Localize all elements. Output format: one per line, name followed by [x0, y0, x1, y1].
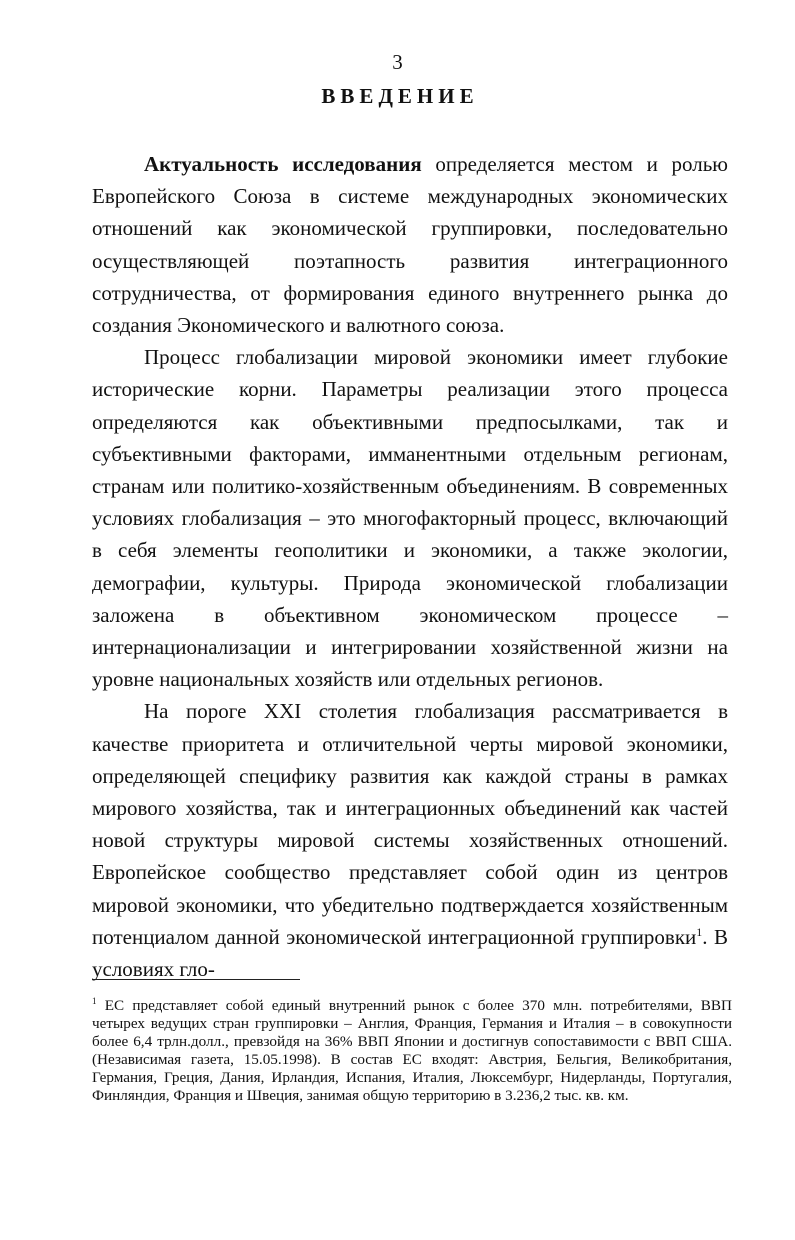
- paragraph-text-continuation: . В условиях гло-: [92, 924, 728, 982]
- paragraph-lead: Актуальность исследования: [144, 152, 422, 176]
- page-number: 3: [392, 50, 403, 74]
- paragraph-relevance: [92, 148, 728, 341]
- footnote-reference: 1: [696, 924, 703, 939]
- footnote: [92, 997, 732, 1105]
- footnote-marker: 1: [92, 995, 97, 1006]
- footnote-text: ЕС представляет собой единый внутренний рынок с более 370 млн. потребителями, ВВП четырех ведущих стран группировки – Англия, Франция, Германия и Италия – в совокупности более 6,4 трлн.долл., превзойдя на 36% ВВП Японии и достигнув сопоставимости с ВВП США. (Независимая газета, 15.05.1998). В состав ЕС входят: Австрия, Бельгия, Великобритания, Германия, Греция, Дания, Ирландия, Испания, Италия, Люксембург, Нидерланды, Португалия, Финляндия, Франция и Швеция, занимая общую территорию в 3.236,2 тыс. кв. км.: [92, 997, 732, 1104]
- paragraph-text: Процесс глобализации мировой экономики имеет глубокие исторические корни. Параметры реализации этого процесса определяются как объективными предпосылками, так и субъективными факторами, имманентными отдельным регионам, странам или политико-хозяйственным объединениям. В современных условиях глобализация – это многофакторный процесс, включающий в себя элементы геополитики и экономики, а также экологии, демографии, культуры. Природа экономической глобализации заложена в объективном экономическом процессе – интернационализации и интегрировании хозяйственной жизни на уровне национальных хозяйств или отдельных регионов.: [92, 345, 728, 692]
- footnote-divider: [92, 979, 300, 980]
- section-heading: ВВЕДЕНИЕ: [321, 84, 479, 108]
- paragraph-text: определяется местом и ролью Европейского Союза в системе международных экономических отношений как экономической группировки, последовательно осуществляющей поэтапность развития интеграционного сотрудничества, от формирования единого внутреннего рынка до создания Экономического и валютного союза.: [92, 152, 728, 338]
- body-text: [92, 148, 728, 985]
- paragraph-xxi-century: [92, 695, 728, 985]
- paragraph-text: На пороге XXI столетия глобализация рассматривается в качестве приоритета и отличительной черты мировой экономики, определяющей специфику развития как каждой страны в рамках мирового хозяйства, так и интеграционных объединений как частей новой структуры мировой системы хозяйственных отношений. Европейское сообщество представляет собой один из центров мировой экономики, что убедительно подтверждается хозяйственным потенциалом данной экономической интеграционной группировки: [92, 699, 728, 949]
- paragraph-globalization: [92, 341, 728, 695]
